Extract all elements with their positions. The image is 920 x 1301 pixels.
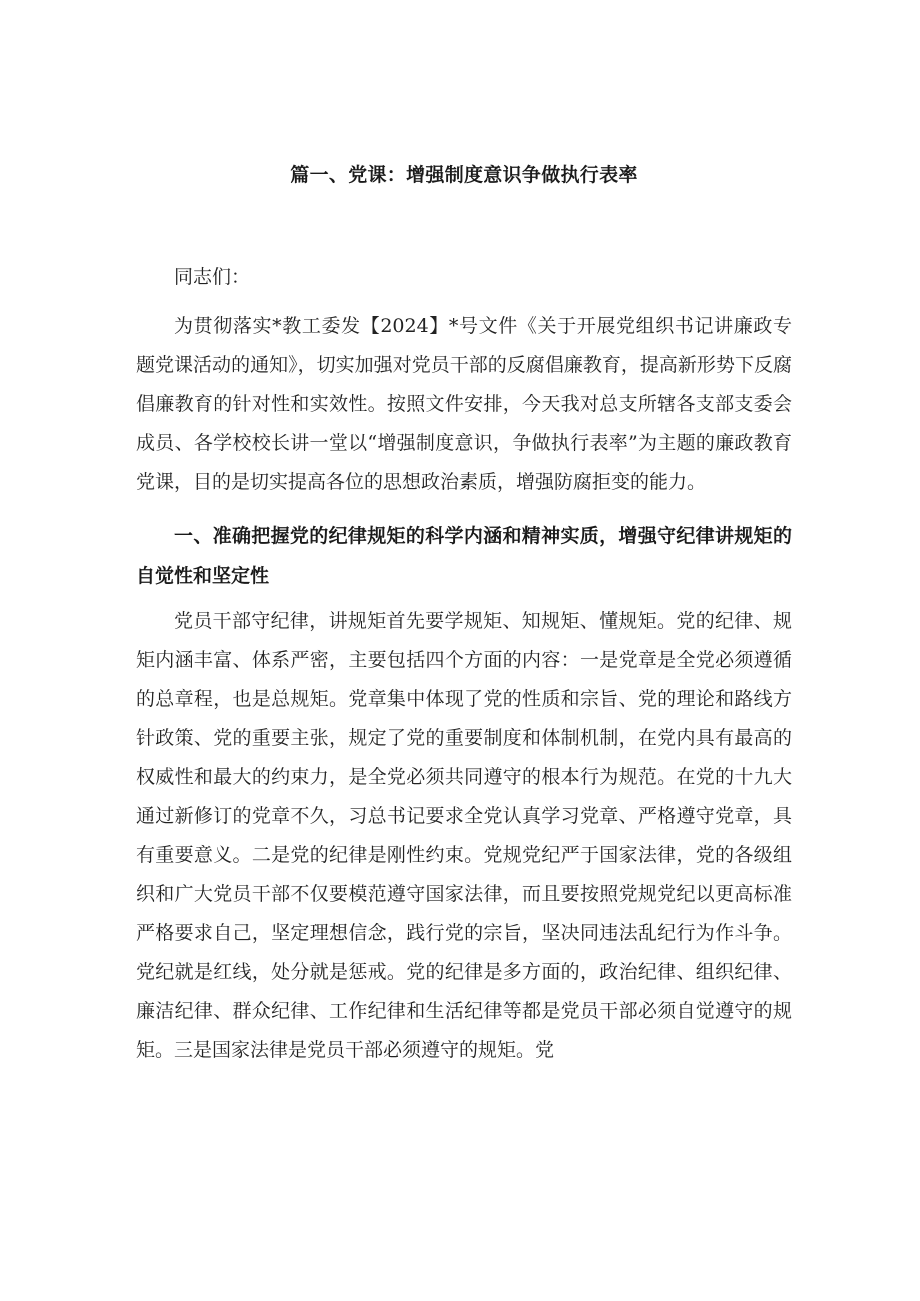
section-heading-1: 一、准确把握党的纪律规矩的科学内涵和精神实质，增强守纪律讲规矩的自觉性和坚定性	[136, 525, 792, 587]
document-title: 篇一、党课：增强制度意识争做执行表率	[290, 164, 638, 186]
intro-paragraph: 为贯彻落实*教工委发【2024】*号文件《关于开展党组织书记讲廉政专题党课活动的通知》，切实加强对党员干部的反腐倡廉教育，提高新形势下反腐倡廉教育的针对性和实效性。按照文件安排，今天我对总支所辖各支部支委会成员、各学校校长讲一堂以“增强制度意识，争做执行表率”为主题的廉政教育党课，目的是切实提高各位的思想政治素质，增强防腐拒变的能力。	[136, 315, 792, 493]
section-1-paragraph: 党员干部守纪律，讲规矩首先要学规矩、知规矩、懂规矩。党的纪律、规矩内涵丰富、体系严密，主要包括四个方面的内容：一是党章是全党必须遵循的总章程，也是总规矩。党章集中体现了党的性质和宗旨、党的理论和路线方针政策、党的重要主张，规定了党的重要制度和体制机制，在党内具有最高的权威性和最大的约束力，是全党必须共同遵守的根本行为规范。在党的十九大通过新修订的党章不久，习总书记要求全党认真学习党章、严格遵守党章，具有重要意义。二是党的纪律是刚性约束。党规党纪严于国家法律，党的各级组织和广大党员干部不仅要模范遵守国家法律，而且要按照党规党纪以更高标准严格要求自己，坚定理想信念，践行党的宗旨，坚决同违法乱纪行为作斗争。党纪就是红线，处分就是惩戒。党的纪律是多方面的，政治纪律、组织纪律、廉洁纪律、群众纪律、工作纪律和生活纪律等都是党员干部必须自觉遵守的规矩。三是国家法律是党员干部必须遵守的规矩。党	[136, 610, 792, 1061]
document-body	[136, 160, 792, 1070]
salutation: 同志们：	[174, 266, 251, 288]
